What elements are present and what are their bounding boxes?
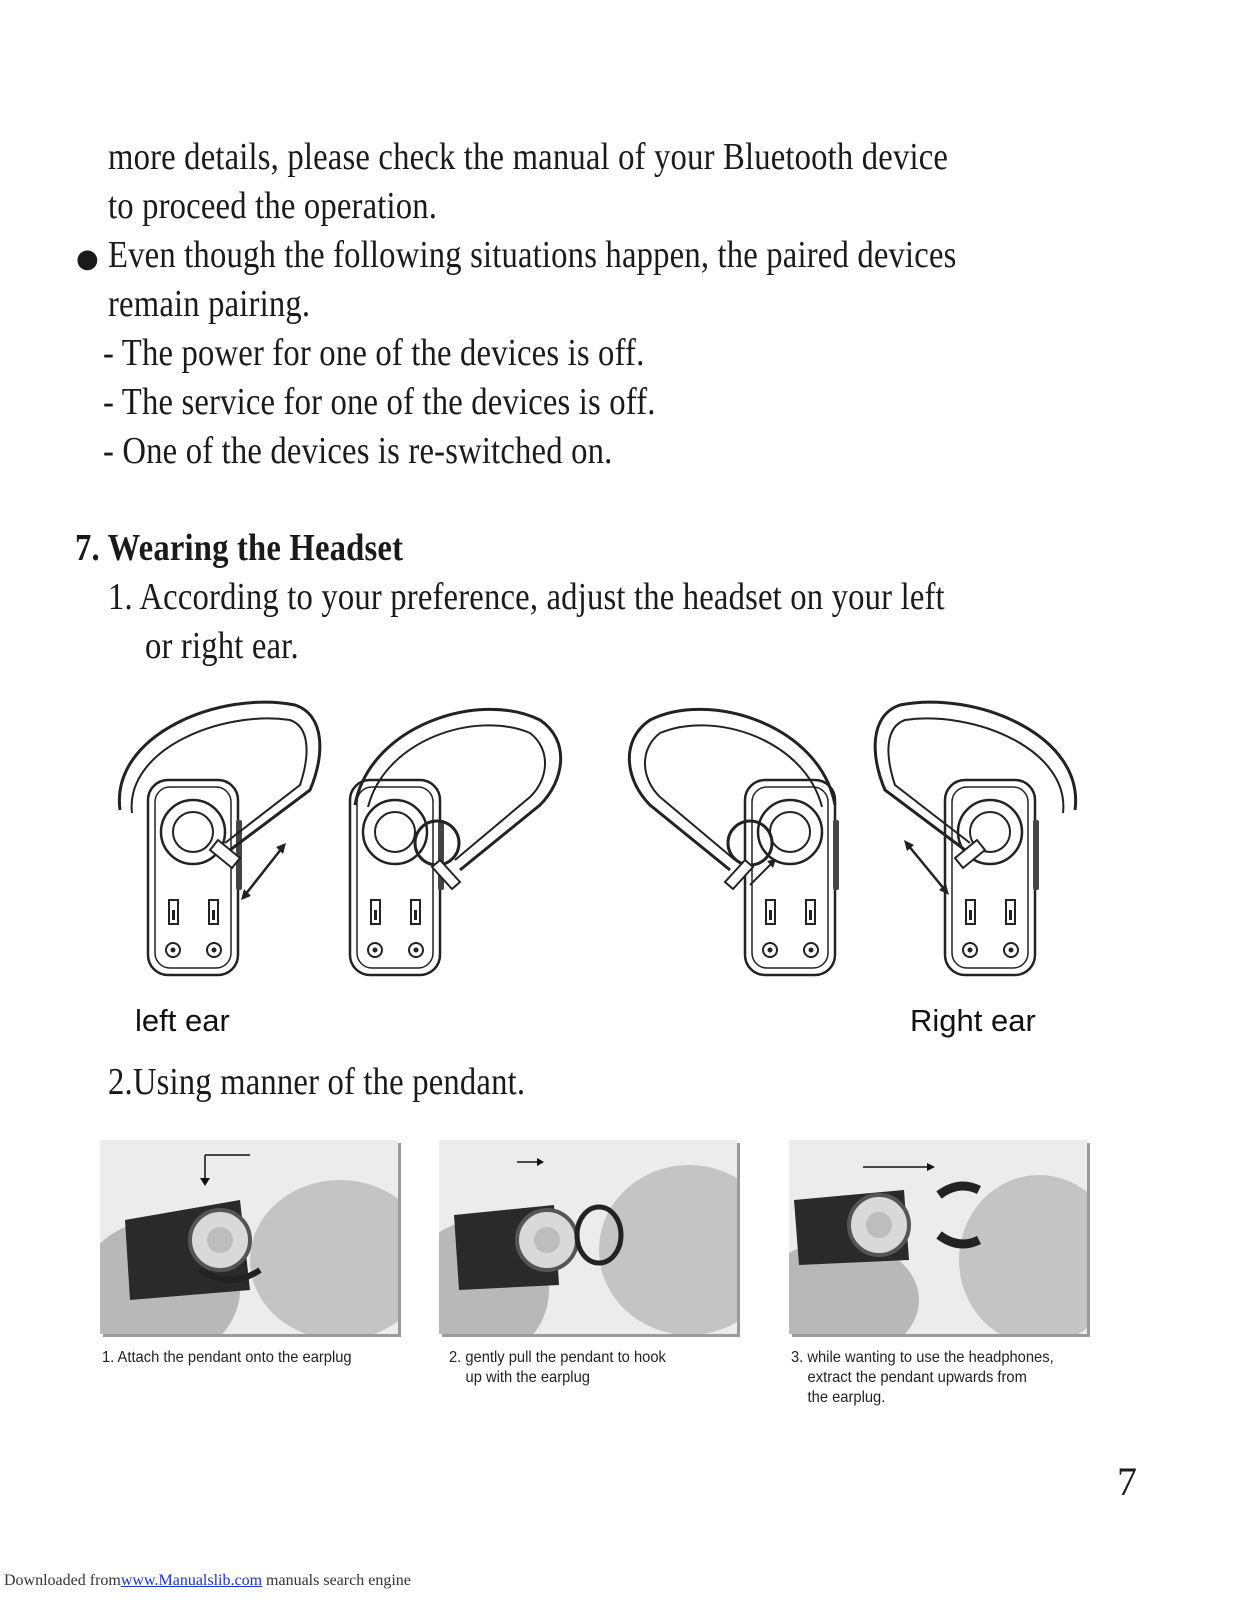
pendant-photo-3: [789, 1140, 1087, 1334]
caption-2-line-1: 2. gently pull the pendant to hook: [449, 1349, 666, 1366]
headset-left-1: [148, 780, 242, 975]
step2-text: 2.Using manner of the pendant.: [108, 1061, 526, 1103]
headset-left-2: [350, 780, 444, 975]
bullet-line-2: remain pairing.: [108, 283, 311, 325]
headset-illustration: [100, 695, 1100, 985]
manualslib-link[interactable]: www.Manualslib.com: [120, 1572, 263, 1589]
footer: [4, 1572, 411, 1590]
headset-right-2: [945, 780, 1039, 975]
intro-line-1: more details, please check the manual of your Bluetooth device: [108, 136, 949, 178]
caption-3-line-1: 3. while wanting to use the headphones,: [791, 1349, 1054, 1366]
caption-2: [449, 1348, 666, 1388]
step1-line-1: 1. According to your preference, adjust the headset on your left: [108, 576, 945, 618]
footer-suffix: manuals search engine: [266, 1572, 411, 1589]
caption-1-line-1: 1. Attach the pendant onto the earplug: [102, 1349, 352, 1366]
right-ear-label: Right ear: [910, 1003, 1036, 1038]
bullet-line-1: Even though the following situations happen, the paired devices: [108, 234, 957, 276]
caption-3: [791, 1348, 1054, 1408]
pendant-photo-1: [100, 1140, 398, 1334]
caption-3-line-3: the earplug.: [807, 1389, 886, 1406]
footer-prefix: Downloaded from: [4, 1572, 121, 1589]
headset-right-1: [745, 780, 839, 975]
caption-3-line-2: extract the pendant upwards from: [807, 1369, 1027, 1386]
pendant-photo-2: [439, 1140, 737, 1334]
caption-1: [102, 1348, 352, 1368]
caption-2-line-2: up with the earplug: [465, 1369, 590, 1386]
step1-line-2: or right ear.: [145, 625, 299, 667]
intro-line-2: to proceed the operation.: [108, 185, 438, 227]
bullet-item-3: - One of the devices is re-switched on.: [103, 430, 613, 472]
page-number: 7: [1117, 1459, 1137, 1504]
section-heading: 7. Wearing the Headset: [75, 527, 404, 569]
bullet-item-2: - The service for one of the devices is off.: [103, 381, 656, 423]
left-ear-label: left ear: [135, 1003, 230, 1038]
bullet-icon: ●: [76, 244, 99, 274]
bullet-item-1: - The power for one of the devices is off.: [103, 332, 645, 374]
